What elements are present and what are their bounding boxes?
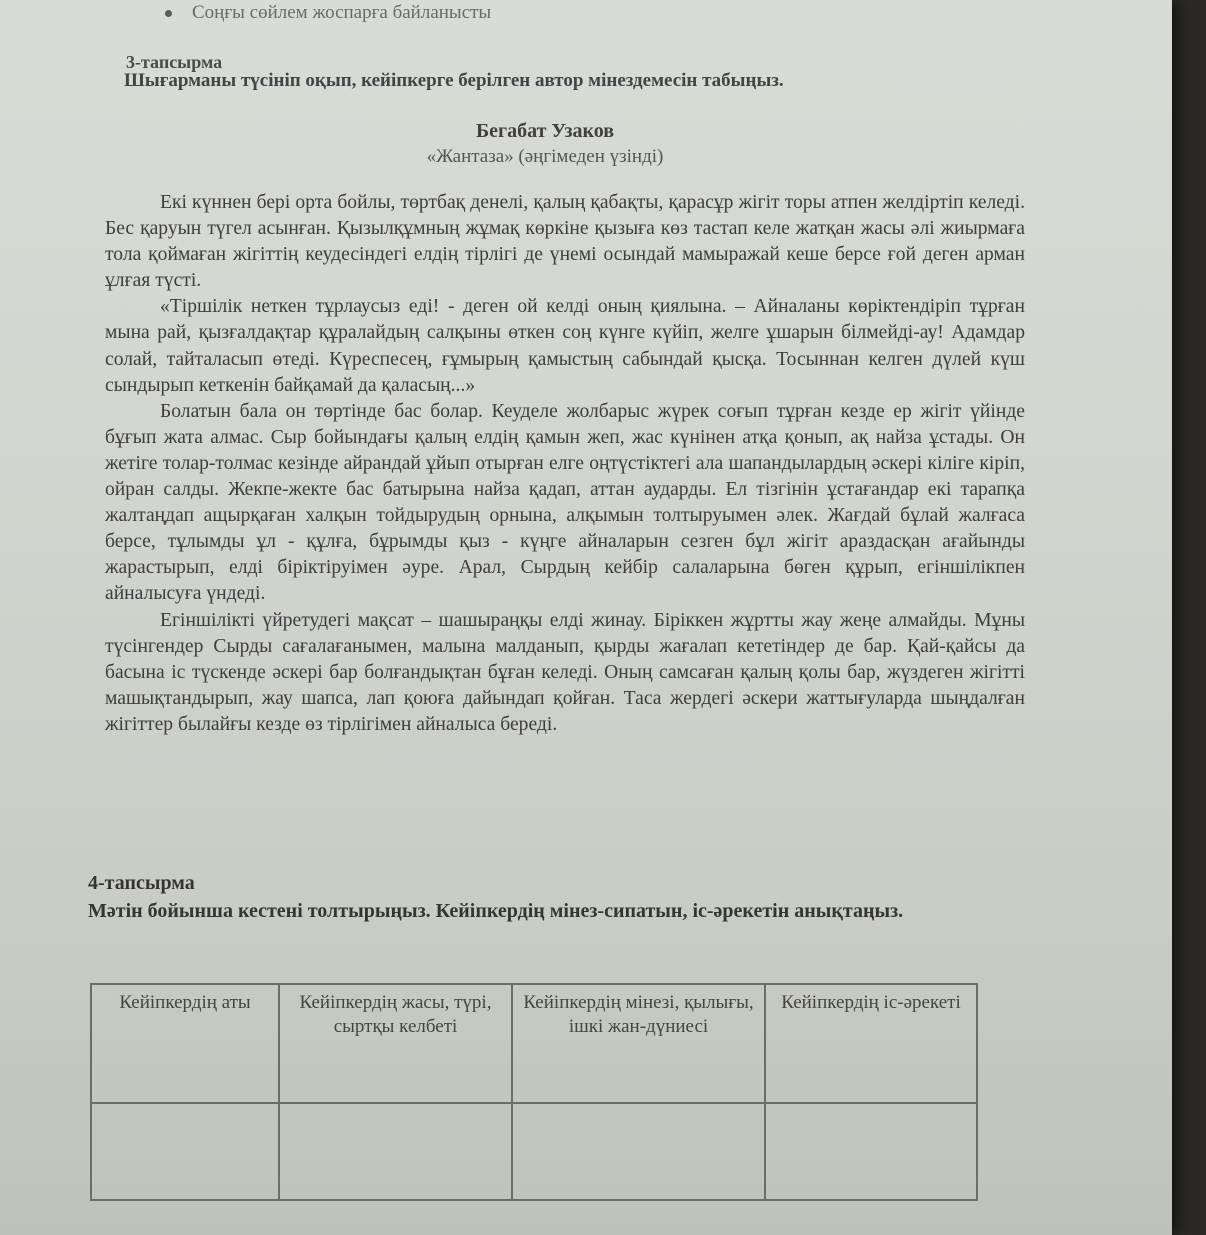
paragraph: Екі күннен бері орта бойлы, төртбақ денелі, қалың қабақты, қарасұр жігіт торы атпен желдіртіп келеді. Бес қаруын түгел асынған. Қызылқұмның жұмақ көркіне қызыға көз тастап келе жатқан жасы әлі жиырмаға тола қоймаған жігіттің кеудесіндегі елдің тірлігі де үнемі осындай мамыражай кеше берсе ғой деген арман ұлғая түсті. — [105, 192, 1025, 292]
paragraph: «Тіршілік неткен тұрлаусыз еді! - деген ой келді оның қиялына. – Айналаны көріктендіріп тұрған мына рай, қызғалдақтар құралайдың салқыны өткен соң күнге күйіп, желге ұшарын білмейді-ау! Адамдар солай, тайталасып өтеді. Күреспесең, ғұмырың қамыстың сабындай қысқа. Тосыннан келген дүлей күш сындырып кеткенін байқамай да қаласың...» — [105, 296, 1025, 396]
task4-instruction: Мәтін бойынша кестені толтырыңыз. Кейіпкердің мінез-сипатын, іс-әрекетін анықтаңыз. — [88, 900, 904, 922]
paragraph: Егіншілікті үйретудегі мақсат – шашыраңқы елді жинау. Біріккен жұртты жау жеңе алмайды. Мұны түсінгендер Сырды сағалағанымен, малына малданып, қырды жағалап кететіндер де бар. Қай-қайсы да басына іс түскенде әскері бар болғандықтан бұған келеді. Оның самсаған қалың қолы бар, жүздеген жігітті машықтандырып, жау шапса, лап қоюға дайындап қойған. Таса жердегі әскери жаттығуларда шыңдалған жігіттер былайғы кезде өз тірлігімен айналыса береді. — [105, 609, 1025, 735]
cell-name[interactable] — [91, 1103, 279, 1200]
cell-actions[interactable] — [765, 1103, 977, 1200]
header-appearance: Кейіпкердің жасы, түрі, сыртқы келбеті — [279, 984, 512, 1103]
story-excerpt — [105, 190, 1025, 738]
task3-label: 3-тапсырма — [126, 52, 223, 72]
paragraph: Болатын бала он төртінде бас болар. Кеуделе жолбарыс жүрек соғып тұрған кезде ер жігіт үйінде бұғып жата алмас. Сыр бойындағы қалың елдің қамын жеп, жас күнінен атқа қонып, ақ найза ұстады. Он жетіге толар-толмас кезінде айрандай ұйып отырған елге оңтүстіктегі ала шапандылардың әскері кіліге кіріп, ойран салды. Жекпе-жекте бас батырына найза қадап, аттан аударды. Ел тізгінін ұстағандар екі тарапқа жалтаңдап ащырқаған халқын тойдырудың орнына, алқымын толтыруымен әлек. Жағдай бұлай жалғаса берсе, тұлымды ұл - құлға, бұрымды қыз - күңге айналарын сезген бұл жігіт араздасқан ағайынды жарастырып, елді біріктіруімен әуре. Арал, Сырдың кейбір салаларына бөген құрып, егіншілікпен айналысуға үндеді. — [105, 400, 1025, 605]
header-actions: Кейіпкердің іс-әрекеті — [765, 984, 977, 1103]
header-name: Кейіпкердің аты — [91, 984, 279, 1103]
table-header-row — [91, 984, 977, 1103]
cut-off-bullet-line: Соңғы сөйлем жоспарға байланысты — [165, 2, 491, 24]
task4-label: 4-тапсырма — [88, 872, 195, 894]
header-character: Кейіпкердің мінезі, қылығы, ішкі жан-дүниесі — [512, 984, 765, 1103]
cell-appearance[interactable] — [279, 1103, 512, 1200]
cell-character[interactable] — [512, 1103, 765, 1200]
bullet-icon — [165, 10, 172, 17]
author-name: Бегабат Узаков — [475, 120, 615, 142]
character-table — [90, 983, 978, 1201]
story-subtitle: «Жантаза» (әңгімеден үзінді) — [426, 146, 664, 167]
table-row — [91, 1103, 977, 1200]
task3-instruction: Шығарманы түсініп оқып, кейіпкерге берілген автор мінездемесін табыңыз. — [124, 70, 784, 91]
